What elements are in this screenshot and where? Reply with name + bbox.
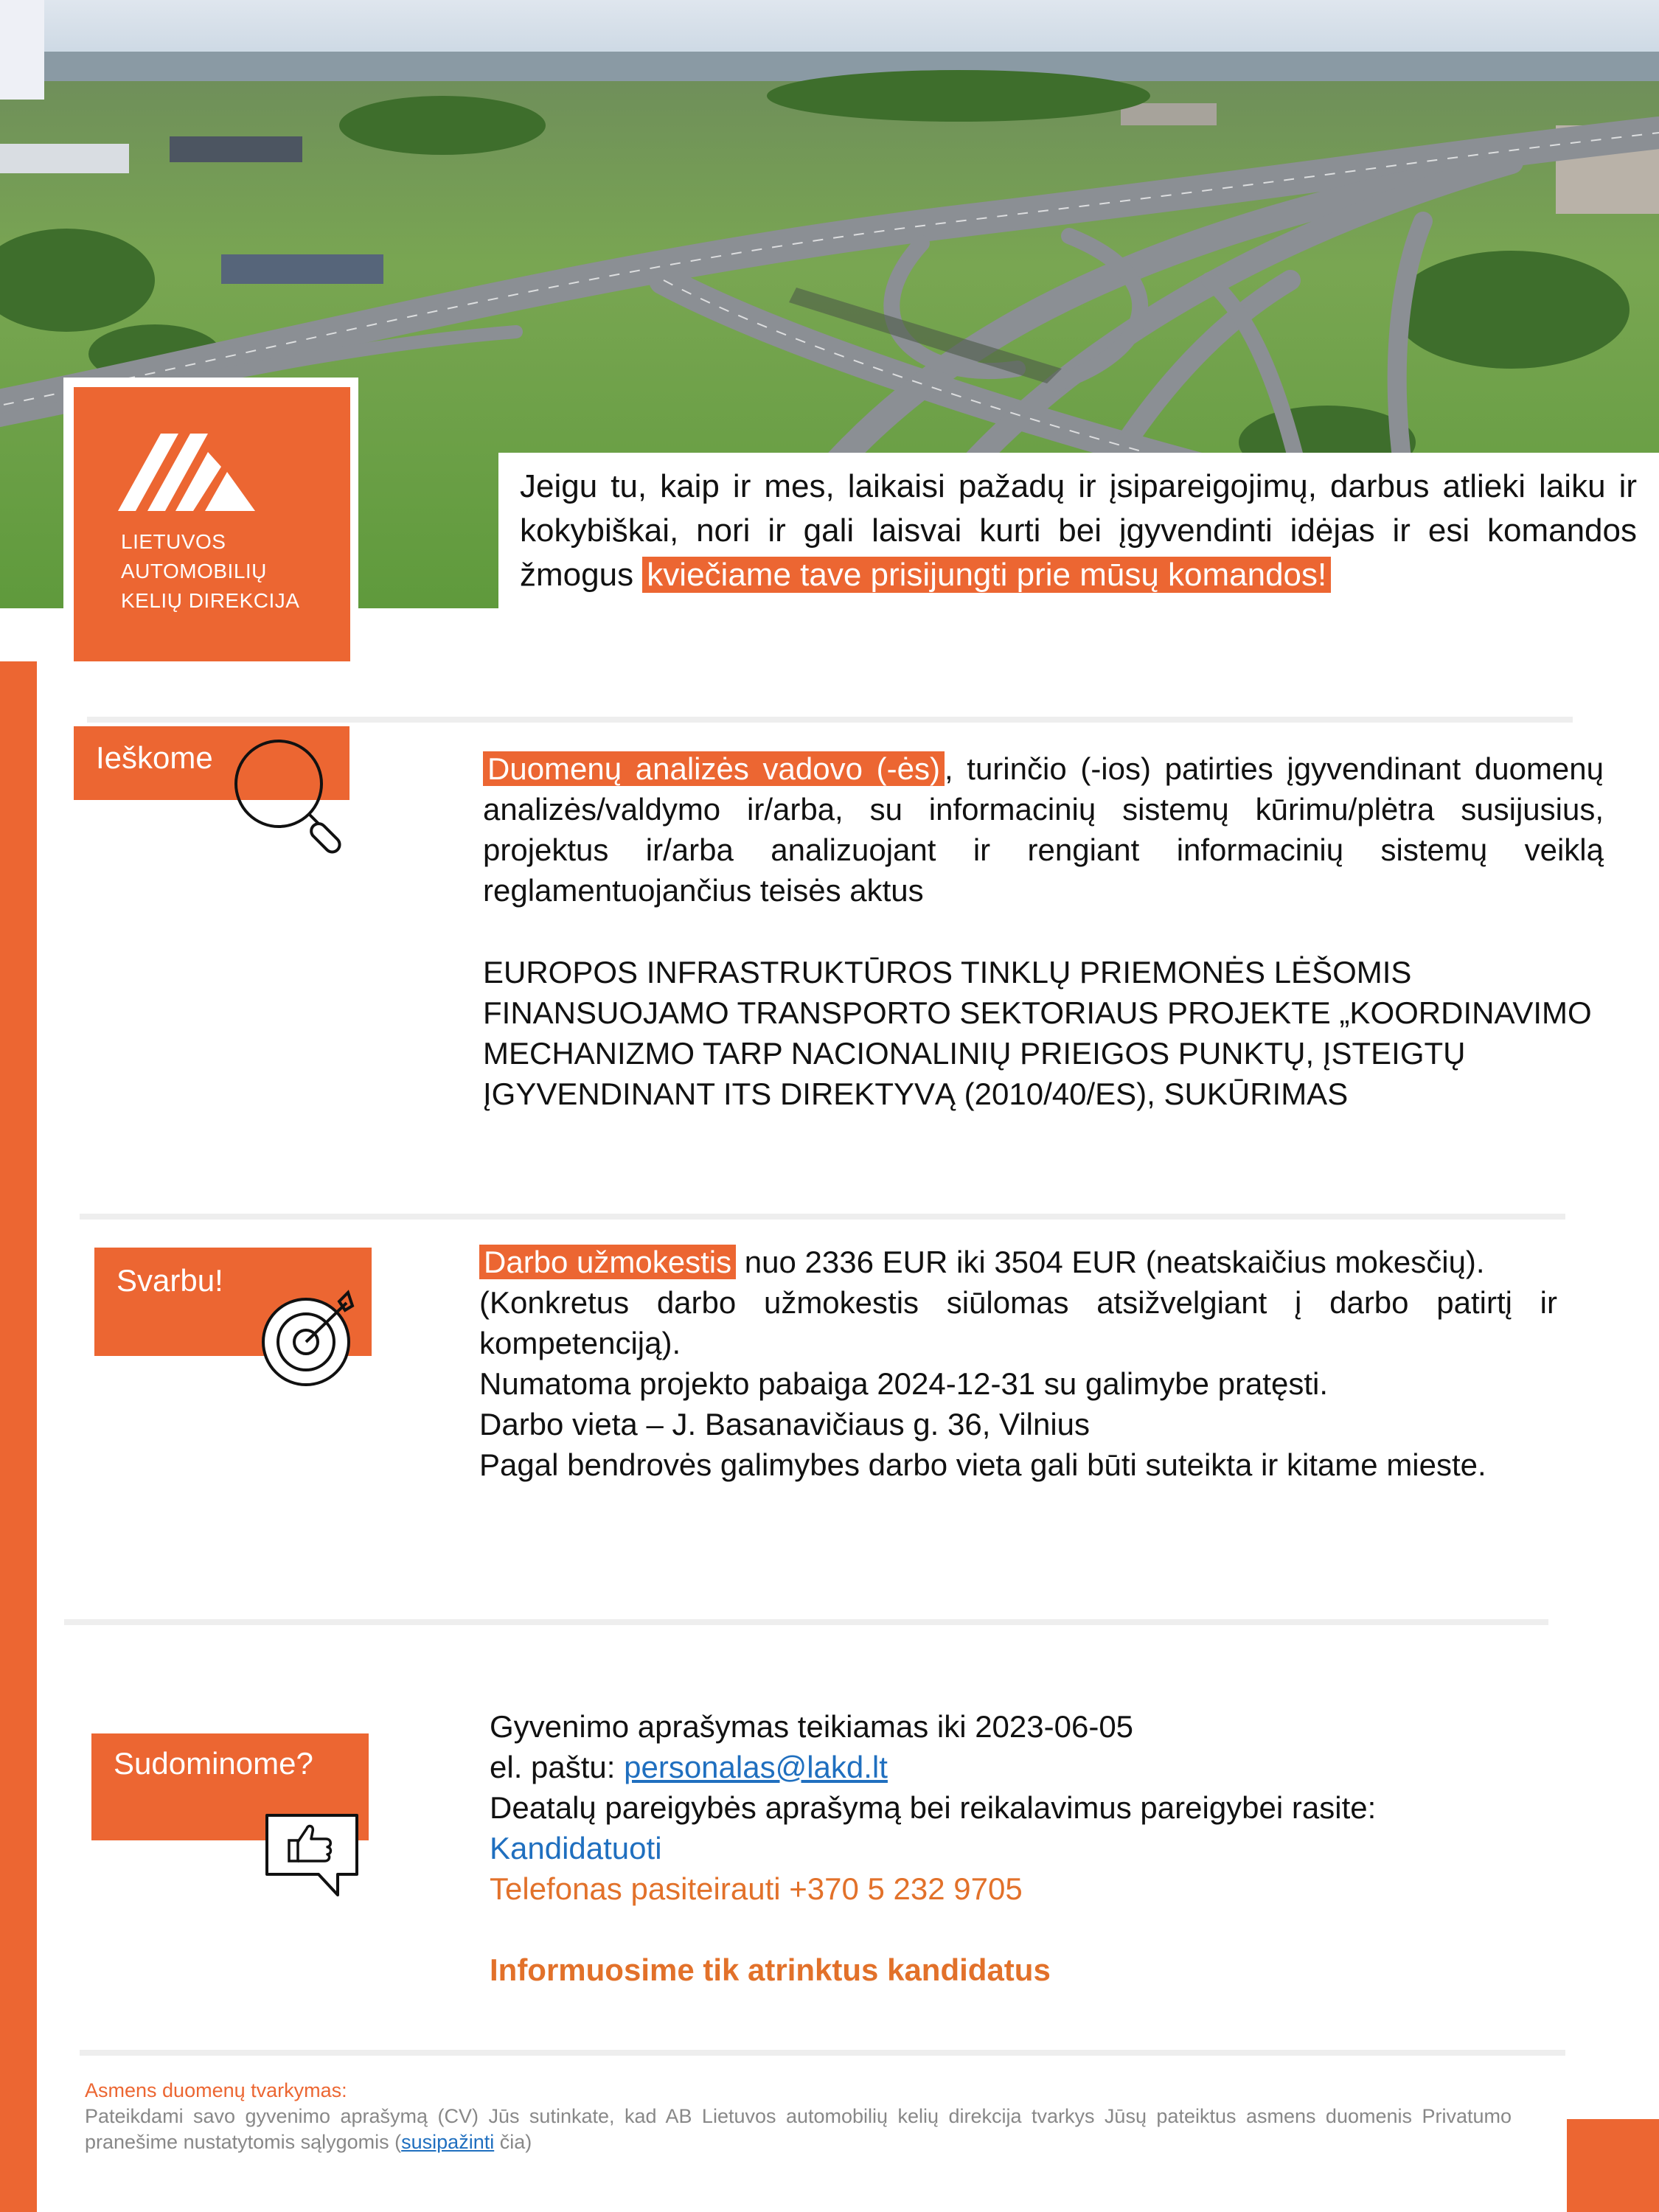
intro-text (520, 465, 1637, 597)
apply-link[interactable]: Kandidatuoti (490, 1831, 662, 1865)
logo-line-2: AUTOMOBILIŲ (121, 560, 267, 582)
salary-label: Darbo užmokestis (479, 1245, 736, 1279)
important-details (479, 1242, 1557, 1485)
salary-range: nuo 2336 EUR iki 3504 EUR (neatskaičius mokesčių). (736, 1245, 1485, 1279)
details-text: Deatalų pareigybės aprašymą bei reikalavimus pareigybei rasite: (490, 1790, 1377, 1825)
project-title: EUROPOS INFRASTRUKTŪROS TINKLŲ PRIEMONĖS LĖŠOMIS FINANSUOJAMO TRANSPORTO SEKTORIAUS PROJEKTE „KOORDINAVIMO MECHANIZMO TARP NACIONALINIŲ PRIEIGOS PUNKTŲ, ĮSTEIGTŲ ĮGYVENDINANT ITS DIREKTYVĄ (2010/40/ES), SUKŪRIMAS (483, 955, 1592, 1111)
privacy-title: Asmens duomenų tvarkymas: (85, 2079, 347, 2101)
other-city-note: Pagal bendrovės galimybes darbo vieta gali būti suteikta ir kitame mieste. (479, 1447, 1486, 1482)
privacy-notice (85, 2078, 1512, 2155)
position-title: Duomenų analizės vadovo (-ės) (483, 751, 945, 786)
logo-text (121, 527, 299, 616)
left-accent-bar (0, 661, 37, 2212)
position-description: , turinčio (-ios) patirties įgyvendinant duomenų analizės/valdymo ir/arba, su informacinių sistemų kūrimu/plėtra susijusius, projektus ir/arba analizuojant ir rengiant informacinių sistemų veiklą reglamentuojančius teisės aktus (483, 751, 1604, 908)
notice-text: Informuosime tik atrinktus kandidatus (490, 1952, 1051, 1987)
intro-body: Jeigu tu, kaip ir mes, laikaisi pažadų ir įsipareigojimų, darbus atlieki laiku ir kokybiškai, nori ir gali laisvai kurti bei įgyvendinti idėjas ir esi komandos žmogus (520, 468, 1637, 593)
logo (74, 387, 350, 661)
email-link[interactable]: personalas@lakd.lt (624, 1750, 888, 1784)
corner-mark (0, 0, 44, 100)
privacy-text: Pateikdami savo gyvenimo aprašymą (CV) Jūs sutinkate, kad AB Lietuvos automobilių kelių direkcija tvarkys Jūsų pateiktus asmens duomenis Privatumo pranešime nustatytomis sąlygomis ( (85, 2105, 1512, 2153)
logo-line-3: KELIŲ DIREKCIJA (121, 589, 300, 612)
magnifier-icon (229, 734, 350, 855)
project-end: Numatoma projekto pabaiga 2024-12-31 su galimybe pratęsti. (479, 1366, 1329, 1401)
privacy-link[interactable]: susipažinti (401, 2131, 495, 2153)
tag-important: Svarbu! (94, 1248, 372, 1356)
cv-deadline: Gyvenimo aprašymas teikiamas iki 2023-06-05 (490, 1709, 1134, 1744)
seeking-description (483, 748, 1604, 911)
corner-accent-square (1567, 2119, 1659, 2212)
privacy-link-after: čia) (494, 2131, 532, 2153)
divider-1b (835, 717, 1573, 723)
salary-note: (Konkretus darbo užmokestis siūlomas atsižvelgiant į darbo patirtį ir kompetenciją). (479, 1285, 1557, 1360)
intro-highlight: kviečiame tave prisijungti prie mūsų komandos! (642, 557, 1331, 593)
work-location: Darbo vieta – J. Basanavičiaus g. 36, Vilnius (479, 1407, 1091, 1441)
tag-interested: Sudominome? (91, 1733, 369, 1840)
divider-3 (64, 1619, 1548, 1625)
thumbs-up-icon (264, 1812, 360, 1899)
divider-1 (87, 717, 835, 723)
divider-2 (80, 1214, 1565, 1220)
target-icon (258, 1287, 361, 1390)
logo-line-1: LIETUVOS (121, 530, 226, 553)
application-info (490, 1706, 1566, 1990)
email-label: el. paštu: (490, 1750, 625, 1784)
road-logo-icon (118, 434, 255, 511)
tag-seeking: Ieškome (74, 726, 349, 800)
divider-4 (80, 2050, 1565, 2056)
phone-info: Telefonas pasiteirauti +370 5 232 9705 (490, 1871, 1023, 1906)
